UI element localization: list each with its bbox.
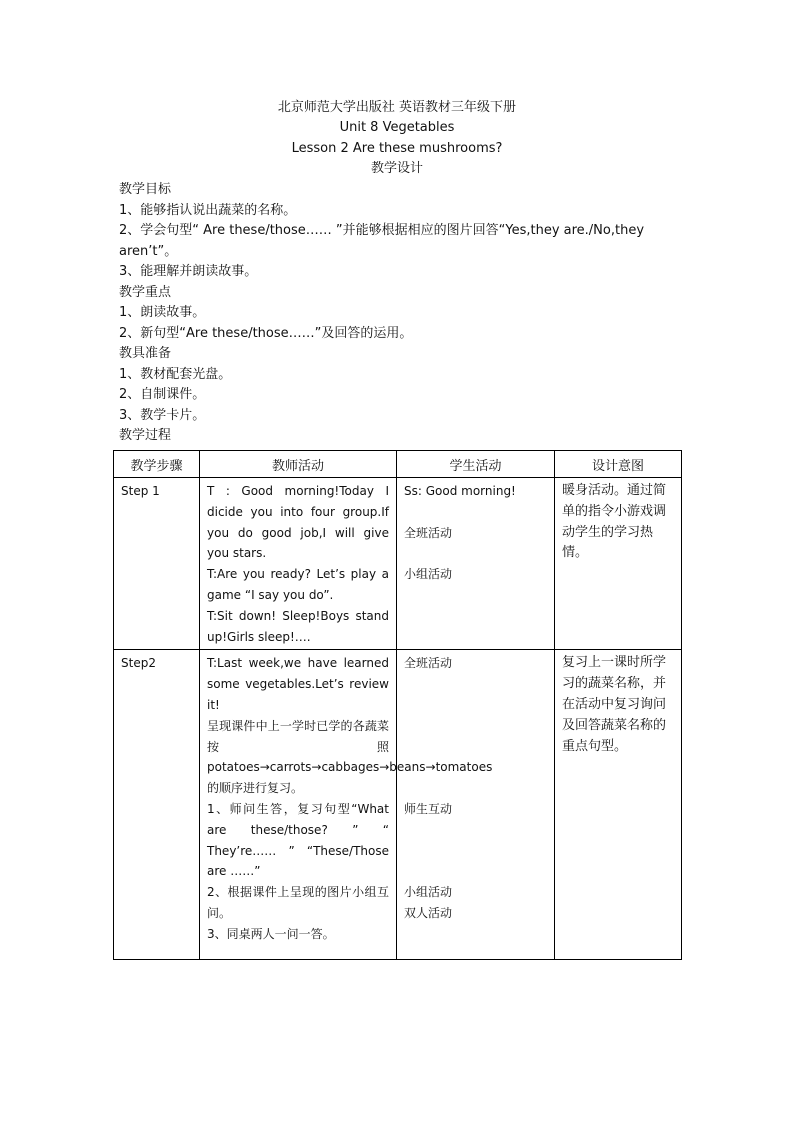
lesson-line: Lesson 2 Are these mushrooms? [291, 141, 503, 156]
student-line: 全班活动 [404, 525, 453, 540]
teacher-line: 2、根据课件上呈现的图片小组互问。 [207, 885, 389, 920]
intent-cell: 暖身活动。通过简单的指令小游戏调动学生的学习热情。 [555, 478, 682, 650]
table-header-row [114, 451, 682, 478]
material-item: 1、教材配套光盘。 [119, 366, 232, 382]
key-point-item: 1、朗读故事。 [119, 305, 206, 320]
teacher-activity-cell [200, 478, 397, 650]
table-row [114, 478, 682, 650]
teacher-line: T:Are you ready? Let’s play a game “I say you do”. [207, 567, 389, 602]
objective-item: 2、学会句型“ Are these/those…… ”并能够根据相应的图片回答“Yes,they are./No,they aren’t”。 [119, 223, 645, 259]
process-table [113, 450, 682, 960]
doc-title: 教学设计 [370, 161, 423, 176]
column-header-intent: 设计意图 [555, 451, 682, 478]
unit-line: Unit 8 Vegetables [339, 120, 455, 135]
key-points-heading: 教学重点 [119, 284, 172, 300]
teacher-line: 3、同桌两人一问一答。 [207, 926, 335, 941]
student-activity-cell [397, 478, 555, 650]
student-activity-cell [397, 650, 555, 960]
column-header-students: 学生活动 [397, 451, 555, 478]
objectives-section [119, 180, 684, 447]
teacher-line: T:Last week,we have learned some vegetables.Let’s review it! [207, 656, 389, 712]
process-heading: 教学过程 [119, 428, 172, 443]
student-line: 双人活动 [404, 905, 453, 920]
teacher-line: T:Sit down! Sleep!Boys stand up!Girls sleep!…. [207, 608, 389, 644]
student-line: 全班活动 [404, 656, 453, 671]
objective-item: 1、能够指认说出蔬菜的名称。 [119, 202, 297, 218]
objectives-heading: 教学目标 [119, 182, 172, 197]
teacher-line: 呈现课件中上一学时已学的各蔬菜按照potatoes→carrots→cabbages→beans→tomatoes的顺序进行复习。 [207, 718, 493, 796]
student-line: Ss: Good morning! [404, 484, 516, 498]
column-header-step: 教学步骤 [114, 451, 200, 478]
column-header-teacher: 教师活动 [200, 451, 397, 478]
publisher-line: 北京师范大学出版社 英语教材三年级下册 [277, 100, 517, 115]
student-line: 师生互动 [404, 801, 453, 816]
key-point-item: 2、新句型“Are these/those……”及回答的运用。 [119, 325, 413, 341]
objective-item: 3、能理解并朗读故事。 [119, 264, 258, 279]
student-line: 小组活动 [404, 885, 453, 900]
intent-cell: 复习上一课时所学习的蔬菜名称，并在活动中复习询问及回答蔬菜名称的重点句型。 [555, 650, 682, 960]
student-line: 小组活动 [404, 567, 453, 582]
table-row [114, 650, 682, 960]
material-item: 2、自制课件。 [119, 387, 206, 402]
step-cell: Step2 [114, 650, 200, 960]
step-cell: Step 1 [114, 478, 200, 650]
material-item: 3、教学卡片。 [119, 407, 206, 423]
materials-heading: 教具准备 [119, 346, 172, 361]
teacher-line: T : Good morning!Today I dicide you into four group.If you do good job,I will give you stars. [207, 484, 389, 561]
teacher-line: 1、师问生答，复习句型“What are these/those? ” “ They’re…… ” “These/Those are ……” [207, 801, 389, 879]
